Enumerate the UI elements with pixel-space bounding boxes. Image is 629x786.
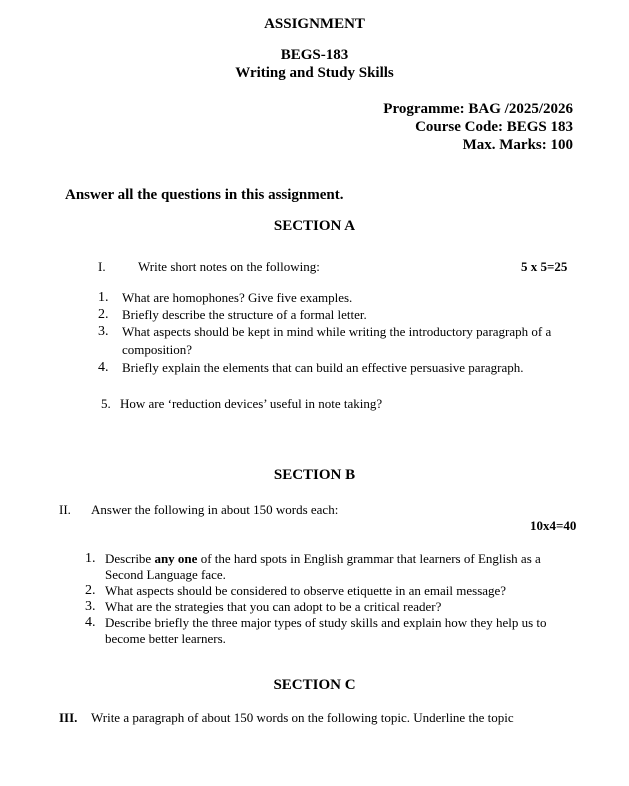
item-text: What aspects should be considered to observe etiquette in an email message?	[105, 583, 507, 598]
item-text-tail: of the hard spots in English grammar that learners of English as a	[197, 551, 541, 566]
item-number: 2.	[85, 583, 96, 598]
item-text-continued: composition?	[122, 342, 193, 357]
item-text-continued: Second Language face.	[105, 567, 226, 582]
section-c-heading: SECTION C	[273, 677, 356, 693]
item-number: 4.	[98, 360, 109, 375]
item-number: 4.	[85, 615, 96, 630]
instruction-text: Answer all the questions in this assignment.	[65, 187, 344, 203]
section-c-roman: III.	[59, 710, 78, 725]
item-text: Briefly explain the elements that can build an effective persuasive paragraph.	[122, 360, 524, 375]
course-code-heading: BEGS-183	[280, 47, 349, 63]
item-text: What are homophones? Give five examples.	[122, 290, 353, 305]
item-number: 3.	[98, 324, 109, 339]
section-b-heading: SECTION B	[273, 467, 356, 483]
item-number: 3.	[85, 599, 96, 614]
course-name-heading: Writing and Study Skills	[235, 65, 394, 81]
item-text: Describe briefly the three major types of study skills and explain how they help us to	[105, 615, 547, 630]
section-a-marks: 5 x 5=25	[521, 259, 568, 274]
section-a-roman: I.	[98, 259, 106, 274]
item-text-continued: become better learners.	[105, 631, 226, 646]
item-number: 1.	[85, 551, 96, 566]
item-number: 2.	[98, 307, 109, 322]
section-b-marks: 10x4=40	[530, 518, 577, 533]
assignment-title: ASSIGNMENT	[264, 16, 365, 32]
max-marks-line: Max. Marks: 100	[462, 137, 573, 153]
section-c-prompt: Write a paragraph of about 150 words on the following topic. Underline the topic	[91, 710, 514, 725]
item-text: What are the strategies that you can adopt to be a critical reader?	[105, 599, 442, 614]
section-b-prompt: Answer the following in about 150 words each:	[91, 502, 339, 517]
item-text: How are ‘reduction devices’ useful in note taking?	[120, 396, 383, 411]
programme-line: Programme: BAG /2025/2026	[383, 101, 573, 117]
item-text: Briefly describe the structure of a formal letter.	[122, 307, 367, 322]
item-number: 5.	[101, 396, 111, 411]
section-b-roman: II.	[59, 502, 71, 517]
item-text: What aspects should be kept in mind while writing the introductory paragraph of a	[122, 324, 552, 339]
item-text-bold: any one	[154, 551, 198, 566]
course-code-line: Course Code: BEGS 183	[415, 119, 573, 135]
section-a-prompt: Write short notes on the following:	[138, 259, 320, 274]
item-text: Describe	[105, 551, 155, 566]
section-a-heading: SECTION A	[273, 218, 356, 234]
item-number: 1.	[98, 290, 109, 305]
